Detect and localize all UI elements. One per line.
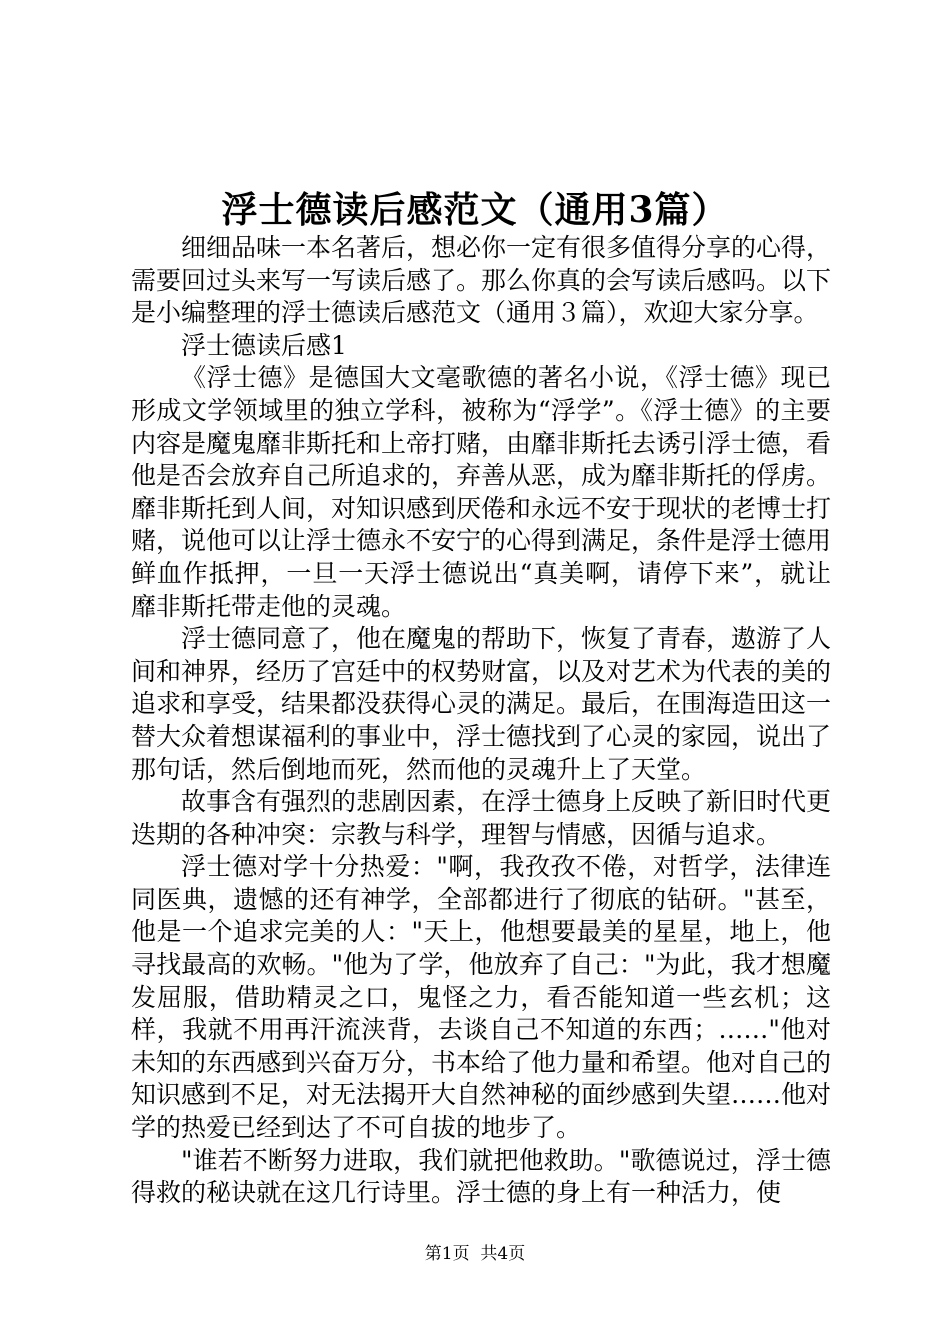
intro-paragraph: 细细品味一本名著后，想必你一定有很多值得分享的心得，需要回过头来写一写读后感了。那么你真的会写读后感吗。以下是小编整理的浮士德读后感范文（通用３篇），欢迎大家分享。 (131, 233, 832, 328)
body-paragraph: 《浮士德》是德国大文毫歌德的著名小说，《浮士德》现已形成文学领域里的独立学科，被称为“浮学”。《浮士德》的主要内容是魔鬼靡非斯托和上帝打赌，由靡非斯托去诱引浮士德，看他是否会放弃自己所追求的，弃善从恶，成为靡非斯托的俘虏。靡非斯托到人间，对知识感到厌倦和永远不安于现状的老博士打赌，说他可以让浮士德永不安宁的心得到满足，条件是浮士德用鲜血作抵押，一旦一天浮士德说出“真美啊，请停下来”，就让靡非斯托带走他的灵魂。 (131, 363, 832, 621)
body-paragraph: 浮士德对学十分热爱："啊，我孜孜不倦，对哲学，法律连同医典，遗憾的还有神学，全部都进行了彻底的钻研。"甚至，他是一个追求完美的人："天上，他想要最美的星星，地上，他寻找最高的欢畅。"他为了学，他放弃了自己："为此，我才想魔发屈服，借助精灵之口，鬼怪之力，看否能知道一些玄机；这样，我就不用再汗流浃背，去谈自己不知道的东西；……"他对未知的东西感到兴奋万分，书本给了他力量和希望。他对自己的知识感到不足，对无法揭开大自然神秘的面纱感到失望……他对学的热爱已经到达了不可自拔的地步了。 (131, 852, 832, 1143)
page-footer: 第1页 共4页 (424, 1244, 526, 1264)
document-title: 浮士德读后感范文（通用3篇） (221, 189, 729, 231)
body-paragraph: "谁若不断努力进取，我们就把他救助。"歌德说过，浮士德得救的秘诀就在这几行诗里。浮士德的身上有一种活力，使 (131, 1145, 831, 1208)
document-body (131, 232, 831, 1210)
body-paragraph: 故事含有强烈的悲剧因素，在浮士德身上反映了新旧时代更迭期的各种冲突：宗教与科学，理智与情感，因循与追求。 (131, 787, 832, 849)
body-paragraph: 浮士德同意了，他在魔鬼的帮助下，恢复了青春，遨游了人间和神界，经历了宫廷中的权势财富，以及对艺术为代表的美的追求和享受，结果都没获得心灵的满足。最后，在围海造田这一替大众着想谋福利的事业中，浮士德找到了心灵的家园，说出了那句话，然后倒地而死，然而他的灵魂升上了天堂。 (131, 624, 832, 784)
section-heading: 浮士德读后感1 (181, 330, 347, 360)
